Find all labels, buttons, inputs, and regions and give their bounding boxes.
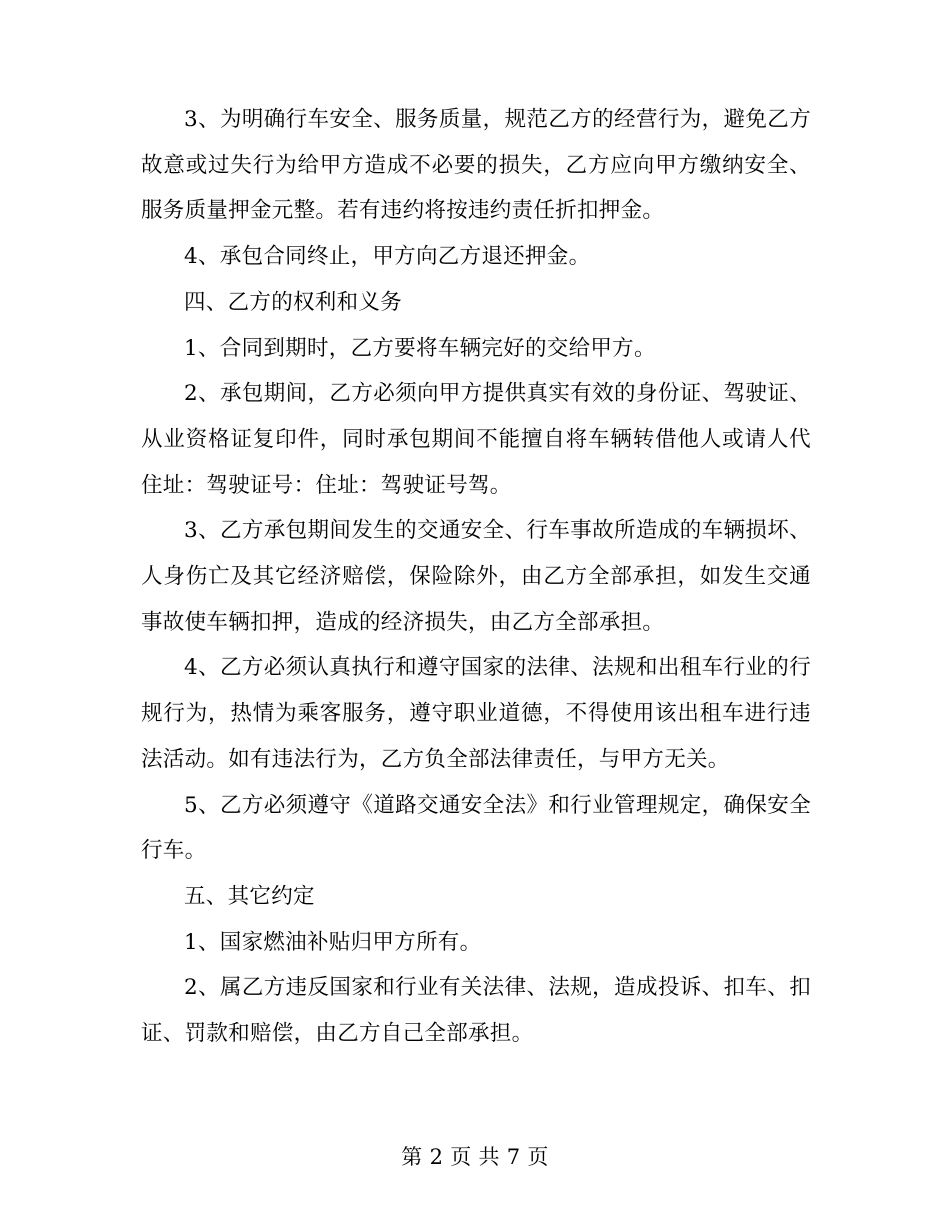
- paragraph-violations: 2、属乙方违反国家和行业有关法律、法规，造成投诉、扣车、扣证、罚款和赔偿，由乙方自己全部承担。: [141, 975, 811, 1047]
- section-heading-party-b-rights: 四、乙方的权利和义务: [184, 289, 403, 315]
- paragraph-documents: 2、承包期间，乙方必须向甲方提供真实有效的身份证、驾驶证、从业资格证复印件，同时承包期间不能擅自将车辆转借他人或请人代住址：驾驶证号：住址：驾驶证号驾。: [141, 381, 811, 498]
- paragraph-deposit-refund: 4、承包合同终止，甲方向乙方退还押金。: [184, 244, 591, 270]
- paragraph-accident-liability: 3、乙方承包期间发生的交通安全、行车事故所造成的车辆损坏、人身伤亡及其它经济赔偿，保险除外，由乙方全部承担，如发生交通事故使车辆扣押，造成的经济损失，由乙方全部承担。: [141, 518, 811, 635]
- page-number-footer: 第 2 页 共 7 页: [401, 1145, 549, 1169]
- paragraph-traffic-law: 5、乙方必须遵守《道路交通安全法》和行业管理规定，确保安全行车。: [141, 792, 811, 864]
- paragraph-fuel-subsidy: 1、国家燃油补贴归甲方所有。: [184, 929, 482, 955]
- paragraph-deposit-purpose: 3、为明确行车安全、服务质量，规范乙方的经营行为，避免乙方故意或过失行为给甲方造成不必要的损失，乙方应向甲方缴纳安全、服务质量押金元整。若有违约将按违约责任折扣押金。: [141, 107, 811, 224]
- paragraph-vehicle-return: 1、合同到期时，乙方要将车辆完好的交给甲方。: [184, 335, 656, 361]
- paragraph-legal-compliance: 4、乙方必须认真执行和遵守国家的法律、法规和出租车行业的行规行为，热情为乘客服务，遵守职业道德，不得使用该出租车进行违法活动。如有违法行为，乙方负全部法律责任，与甲方无关。: [141, 655, 811, 772]
- section-heading-other-terms: 五、其它约定: [184, 883, 315, 909]
- document-body: [141, 97, 811, 1057]
